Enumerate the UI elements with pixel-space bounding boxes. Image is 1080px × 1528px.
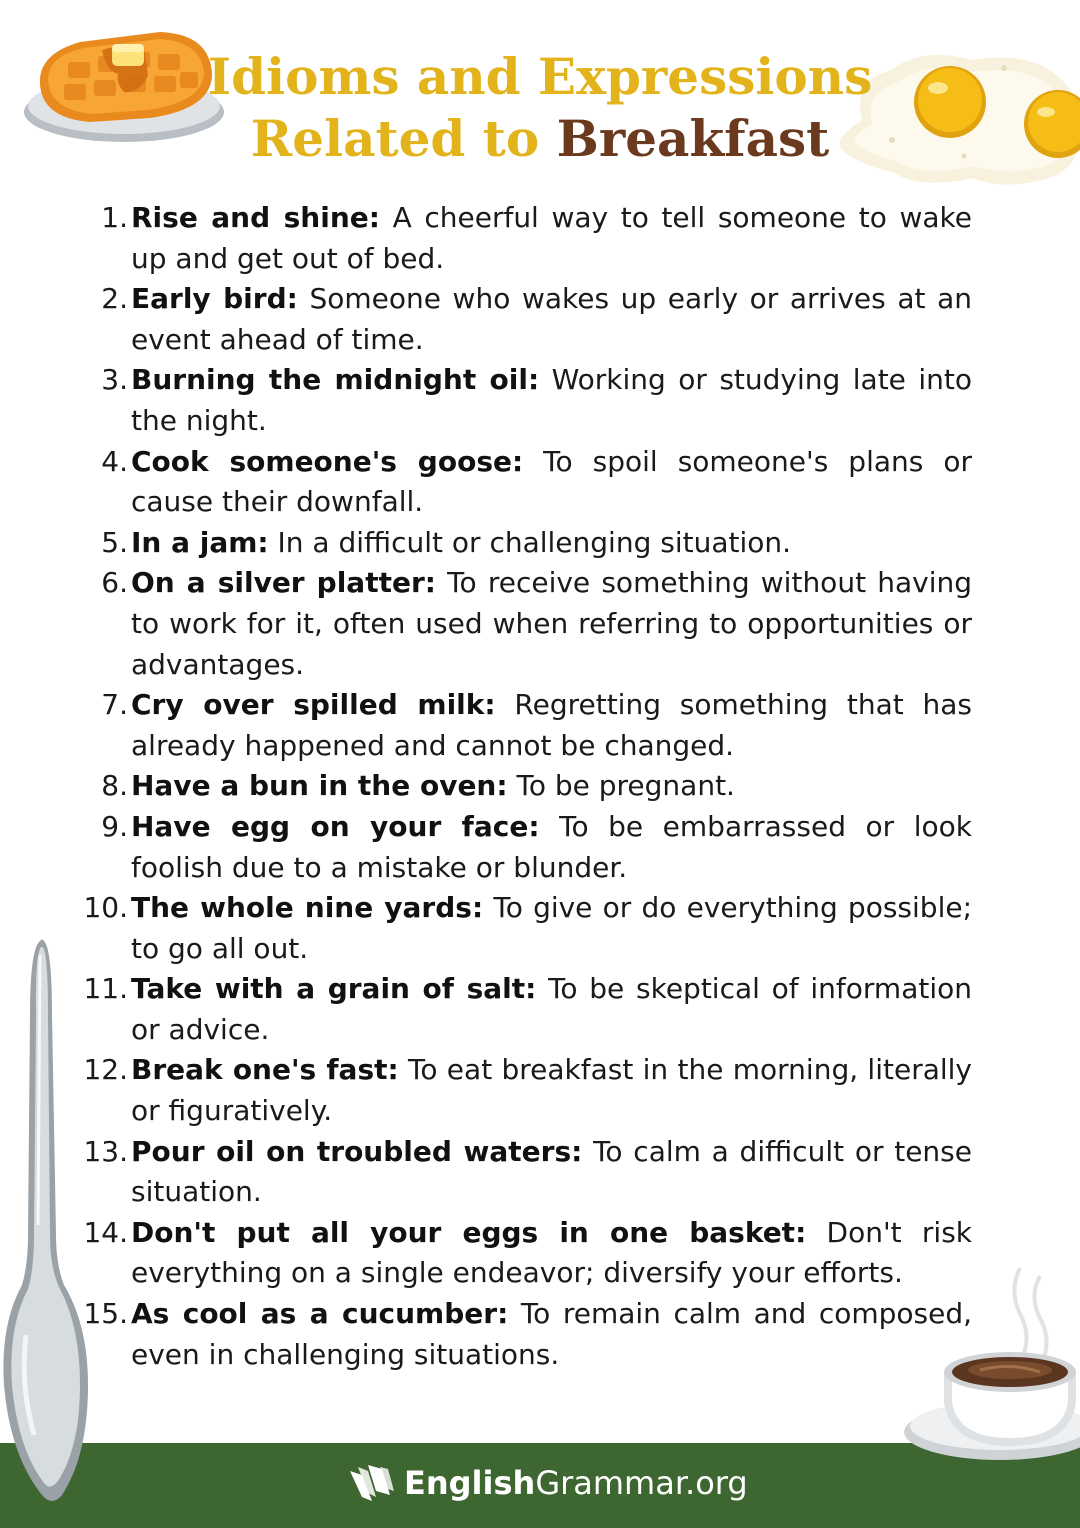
brand-name-bold: English (404, 1464, 536, 1502)
idiom-definition: To be pregnant. (516, 769, 735, 803)
item-number: 3. (101, 363, 128, 397)
idiom-definition: To be embarrassed or look foolish due to a mistake or blunder. (131, 809, 972, 884)
list-item (0, 969, 1080, 1050)
item-number: 11. (83, 972, 128, 1006)
list-item (0, 360, 1080, 441)
idiom-term: Rise and shine: (131, 201, 380, 234)
item-number: 6. (101, 566, 128, 600)
idiom-term: The whole nine yards: (131, 891, 484, 925)
spoon-illustration (0, 935, 92, 1528)
idiom-definition: To calm a difficult or tense situation. (131, 1134, 972, 1209)
item-number: 10. (83, 891, 128, 925)
idiom-term: Take with a grain of salt: (131, 972, 537, 1006)
idiom-definition: To spoil someone's plans or cause their downfall. (131, 444, 972, 519)
idiom-term: Break one's fast: (131, 1053, 399, 1087)
item-number: 4. (101, 444, 128, 478)
idiom-term: Early bird: (131, 282, 298, 316)
list-item (0, 1050, 1080, 1131)
title-line-2-prefix: Related to (250, 109, 557, 168)
title-accent: Breakfast (556, 109, 830, 168)
idiom-definition: To eat breakfast in the morning, literally or figuratively. (131, 1053, 972, 1128)
list-item (0, 685, 1080, 766)
list-item (0, 279, 1080, 360)
idiom-list (0, 198, 1080, 1375)
item-number: 8. (101, 769, 128, 803)
idiom-definition: Don't risk everything on a single endeavor; diversify your efforts. (131, 1215, 973, 1290)
idiom-definition: Working or studying late into the night. (131, 363, 972, 437)
idiom-definition: To be skeptical of information or advice. (131, 972, 972, 1046)
list-item (0, 442, 1080, 523)
idiom-term: In a jam: (131, 525, 269, 559)
idiom-definition: A cheerful way to tell someone to wake up and get out of bed. (131, 201, 973, 275)
list-item (0, 198, 1080, 279)
item-number: 13. (83, 1134, 128, 1168)
idiom-definition: Someone who wakes up early or arrives at an event ahead of time. (131, 282, 972, 356)
list-item (0, 563, 1080, 685)
idiom-term: Don't put all your eggs in one basket: (131, 1215, 807, 1249)
title-line-2 (190, 108, 890, 170)
idiom-term: Burning the midnight oil: (131, 363, 540, 397)
idiom-definition: Regretting something that has already happened and cannot be changed. (131, 688, 972, 762)
item-number: 15. (83, 1297, 128, 1331)
list-item (0, 888, 1080, 969)
idiom-term: Cry over spilled milk: (131, 688, 496, 722)
idiom-definition: To receive something without having to work for it, often used when referring to opportunities or advantages. (131, 566, 973, 681)
item-number: 5. (101, 525, 128, 559)
list-item (0, 1132, 1080, 1213)
idiom-term: Pour oil on troubled waters: (131, 1134, 583, 1168)
item-number: 9. (101, 809, 128, 843)
brand-logo[interactable] (346, 1456, 748, 1510)
brand-name-regular: Grammar.org (535, 1464, 748, 1502)
item-number: 7. (101, 688, 128, 722)
page-title (190, 46, 890, 170)
idiom-term: Have egg on your face: (131, 809, 540, 843)
idiom-definition: To give or do everything possible; to go all out. (131, 891, 973, 965)
idiom-definition: In a difficult or challenging situation. (277, 525, 792, 559)
title-line-1: Idioms and Expressions (207, 47, 873, 106)
brand-name (404, 1464, 748, 1502)
book-logo-icon (346, 1457, 398, 1509)
coffee-cup-illustration (900, 1262, 1080, 1462)
item-number: 1. (101, 201, 128, 234)
item-number: 12. (83, 1053, 128, 1087)
item-number: 2. (101, 282, 128, 316)
list-item (0, 807, 1080, 888)
list-item (0, 523, 1080, 564)
idiom-term: Cook someone's goose: (131, 444, 524, 478)
item-number: 14. (83, 1215, 128, 1249)
idiom-term: Have a bun in the oven: (131, 769, 508, 803)
idiom-term: On a silver platter: (131, 566, 436, 600)
list-item (0, 766, 1080, 807)
idiom-definition: To remain calm and composed, even in challenging situations. (131, 1297, 973, 1371)
idiom-term: As cool as a cucumber: (131, 1297, 509, 1331)
